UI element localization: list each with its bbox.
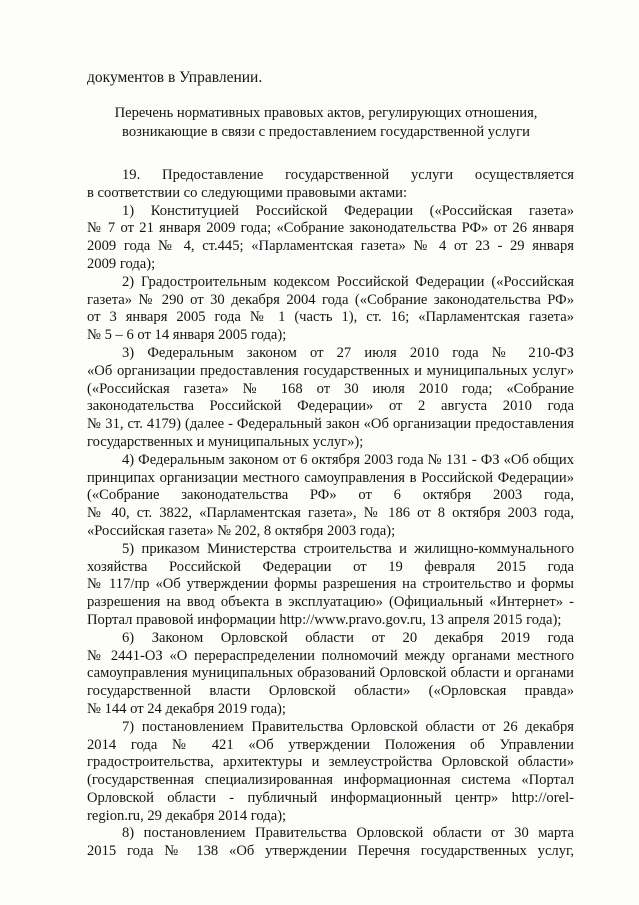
paragraph-7	[87, 630, 574, 719]
paragraph-line: 5) приказом Министерства строительства и жилищно-коммунального	[122, 540, 574, 557]
paragraph-line: 2015 года № 138 «Об утверждении Перечня государственных услуг,	[87, 843, 574, 860]
paragraph-line: принципах организации местного самоуправления в Российской Федерации»	[87, 469, 574, 486]
paragraph-line: 4) Федеральным законом от 6 октября 2003 года № 131 - ФЗ «Об общих	[122, 451, 574, 468]
paragraph-line: (государственная специализированная информационная система «Портал	[87, 772, 574, 789]
section-heading-line-2: возникающие в связи с предоставлением государственной услуги	[122, 124, 530, 140]
paragraph-line: («Собрание законодательства РФ» от 6 октября 2003 года,	[87, 487, 574, 504]
paragraph-line: 2014 года № 421 «Об утверждении Положения об Управлении	[87, 736, 574, 753]
paragraph-line: государственной власти Орловской области» («Орловская правда»	[87, 683, 574, 700]
paragraph-line: государственных и муниципальных услуг»);	[87, 433, 364, 450]
paragraph-line: градостроительства, архитектуры и землеустройства Орловской области»	[87, 754, 574, 771]
paragraph-line: самоуправления муниципальных образований Орловской области и органами	[87, 665, 574, 682]
paragraph-line: разрешения на ввод объекта в эксплуатацию» (Официальный «Интернет» -	[87, 594, 574, 611]
paragraph-line: 2009 года № 4, ст.445; «Парламентская газета» № 4 от 23 - 29 января	[87, 238, 574, 255]
paragraph-line: 8) постановлением Правительства Орловской области от 30 марта	[122, 825, 574, 842]
paragraph-line: № 31, ст. 4179) (далее - Федеральный закон «Об организации предоставления	[87, 416, 574, 433]
paragraph-line: № 40, ст. 3822, «Парламентская газета», № 186 от 8 октября 2003 года,	[87, 505, 574, 522]
paragraph-line: законодательства Российской Федерации» от 2 августа 2010 года	[87, 398, 574, 415]
paragraph-1	[87, 167, 574, 203]
paragraph-line: 6) Законом Орловской области от 20 декабря 2019 года	[122, 629, 574, 646]
paragraph-line: 2009 года);	[87, 255, 156, 272]
paragraph-line: № 5 – 6 от 14 января 2005 года);	[87, 327, 287, 344]
paragraph-line: 2) Градостроительным кодексом Российской Федерации («Российская	[122, 273, 574, 290]
paragraph-line: хозяйства Российской Федерации от 19 февраля 2015 года	[87, 558, 574, 575]
paragraph-line: 19. Предоставление государственной услуги осуществляется	[122, 167, 574, 183]
paragraph-line: region.ru, 29 декабря 2014 года);	[87, 807, 287, 824]
paragraph-line: 3) Федеральным законом от 27 июля 2010 года № 210-ФЗ	[122, 344, 574, 361]
intro-line: документов в Управлении.	[87, 69, 263, 86]
paragraph-line: 7) постановлением Правительства Орловской области от 26 декабря	[122, 718, 574, 735]
paragraph-line: от 3 января 2005 года № 1 (часть 1), ст. 16; «Парламентская газета»	[87, 309, 574, 326]
paragraph-line: № 117/пр «Об утверждении формы разрешения на строительство и формы	[87, 576, 574, 593]
paragraph-2	[87, 203, 574, 274]
paragraph-line: «Об организации предоставления государственных и муниципальных услуг»	[87, 362, 574, 379]
paragraph-8	[87, 719, 574, 826]
paragraph-line: Портал правовой информации http://www.pravo.gov.ru, 13 апреля 2015 года);	[87, 611, 562, 628]
paragraph-line: № 144 от 24 декабря 2019 года);	[87, 700, 286, 717]
paragraph-line: № 2441-ОЗ «О перераспределении полномочий между органами местного	[87, 647, 574, 664]
paragraph-line: («Российская газета» № 168 от 30 июля 2010 года; «Собрание	[87, 380, 574, 397]
paragraph-9	[87, 825, 574, 861]
section-heading-line-1: Перечень нормативных правовых актов, регулирующих отношения,	[114, 105, 538, 121]
paragraph-line: Орловской области - публичный информационный центр» http://orel-	[87, 789, 574, 806]
document-body	[87, 167, 574, 861]
paragraph-line: № 7 от 21 января 2009 года; «Собрание законодательства РФ» от 26 января	[87, 220, 574, 237]
section-heading	[80, 104, 572, 142]
paragraph-6	[87, 541, 574, 630]
paragraph-line: газета» № 290 от 30 декабря 2004 года («Собрание законодательства РФ»	[87, 291, 574, 308]
paragraph-line: «Российская газета» № 202, 8 октября 2003 года);	[87, 522, 396, 539]
paragraph-4	[87, 345, 574, 452]
paragraph-line: в соответствии со следующими правовыми актами:	[87, 184, 408, 201]
paragraph-3	[87, 274, 574, 345]
paragraph-5	[87, 452, 574, 541]
paragraph-line: 1) Конституцией Российской Федерации («Российская газета»	[122, 202, 574, 219]
